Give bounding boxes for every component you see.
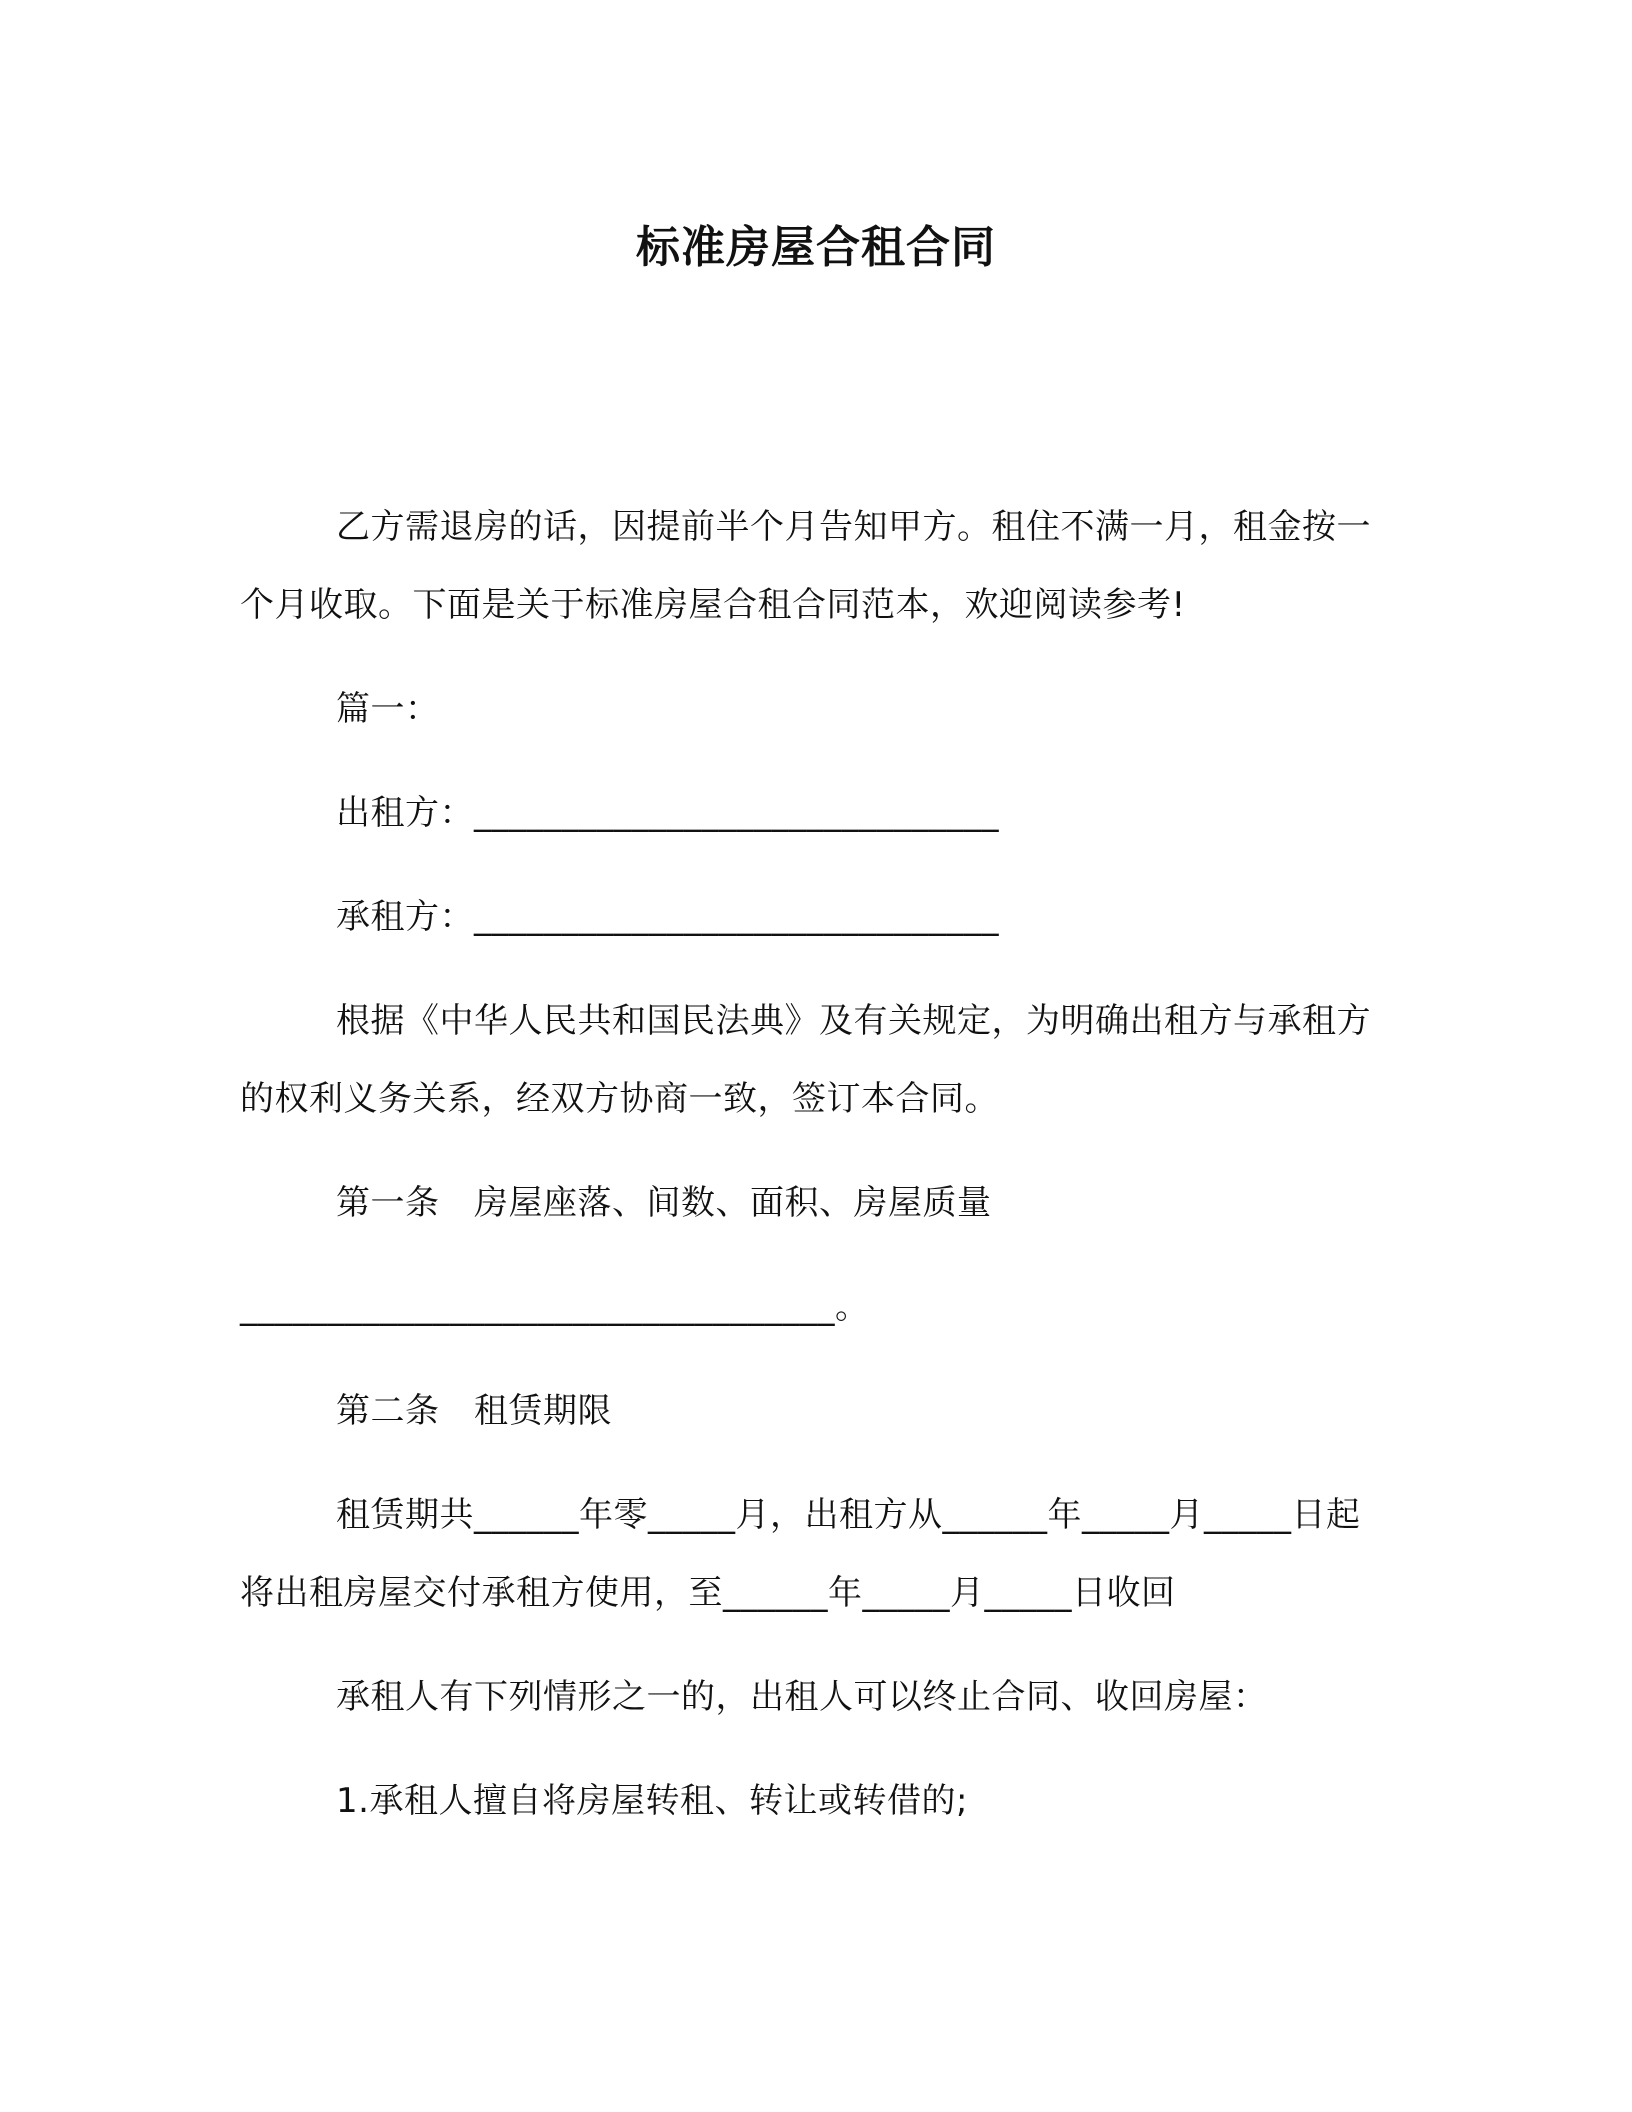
lease-term-paragraph: 租赁期共______年零_____月，出租方从______年_____月_____日起将出租房屋交付承租方使用，至______年_____月_____日收回 bbox=[240, 1495, 1361, 1613]
article-1-heading: 第一条 房屋座落、间数、面积、房屋质量 bbox=[336, 1183, 992, 1223]
termination-intro: 承租人有下列情形之一的，出租人可以终止合同、收回房屋： bbox=[336, 1677, 1268, 1717]
document-title: 标准房屋合租合同 bbox=[636, 222, 996, 273]
intro-paragraph: 乙方需退房的话，因提前半个月告知甲方。租住不满一月，租金按一个月收取。下面是关于标准房屋合租合同范本，欢迎阅读参考! bbox=[240, 507, 1371, 625]
part-heading: 篇一： bbox=[336, 689, 440, 729]
lessee-line: 承租方：______________________________ bbox=[336, 897, 999, 937]
article-1-blank: __________________________________。 bbox=[240, 1287, 870, 1327]
legal-basis-paragraph: 根据《中华人民共和国民法典》及有关规定，为明确出租方与承租方的权利义务关系，经双方协商一致，签订本合同。 bbox=[240, 1001, 1371, 1119]
article-2-heading: 第二条 租赁期限 bbox=[336, 1391, 612, 1431]
lessor-line: 出租方：______________________________ bbox=[336, 793, 999, 833]
document-body bbox=[240, 488, 1392, 1840]
termination-item-1: 1.承租人擅自将房屋转租、转让或转借的; bbox=[336, 1781, 968, 1821]
